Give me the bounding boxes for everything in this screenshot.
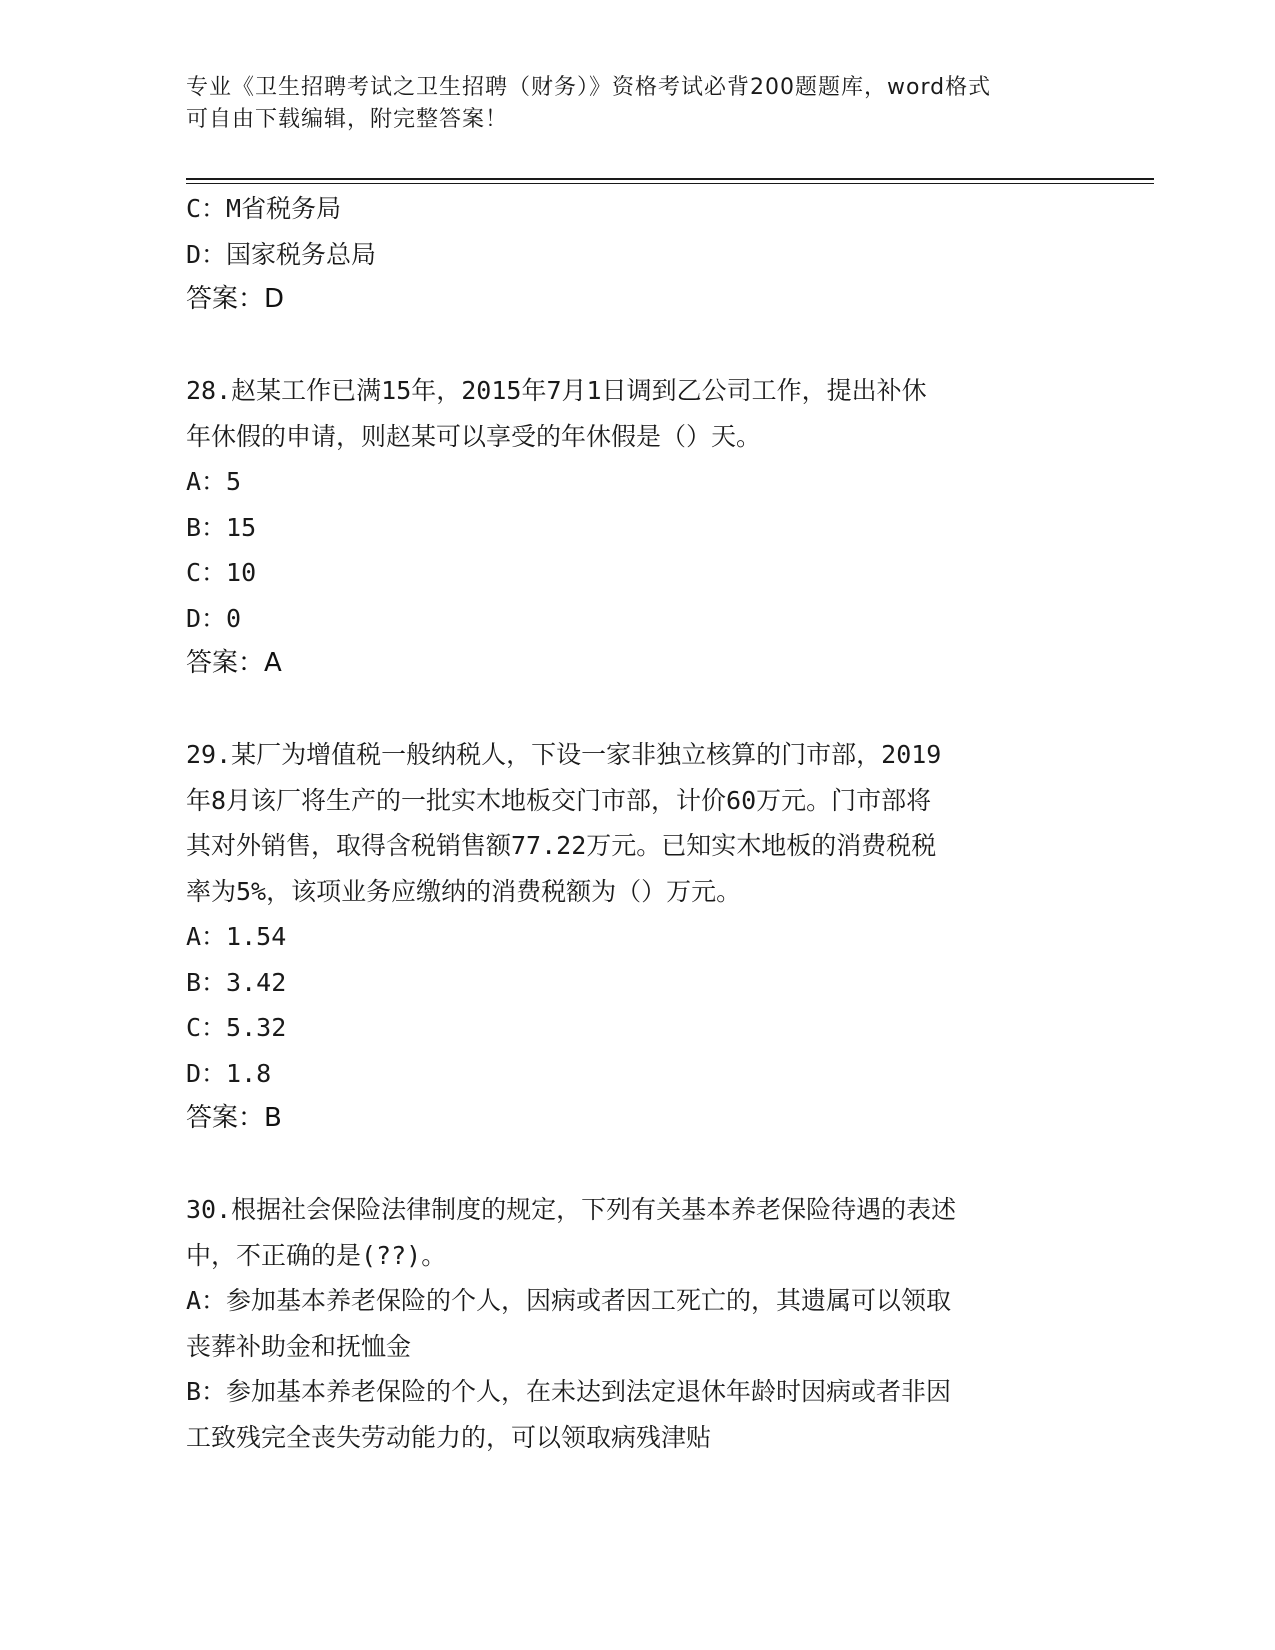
question-stem: 其对外销售，取得含税销售额77.22万元。已知实木地板的消费税税 (186, 831, 937, 860)
question-list (186, 186, 1086, 1460)
option-a: A：1.54 (186, 922, 287, 951)
question-stem: 年休假的申请，则赵某可以享受的年休假是（）天。 (186, 421, 762, 451)
question-stem: 年8月该厂将生产的一批实木地板交门市部，计价60万元。门市部将 (186, 785, 932, 815)
option-b: 工致残完全丧失劳动能力的，可以领取病残津贴 (186, 1422, 712, 1452)
question-stem: 29.某厂为增值税一般纳税人，下设一家非独立核算的门市部，2019 (186, 740, 942, 769)
header-rule-thin (186, 183, 1154, 184)
option-c: C：10 (186, 558, 257, 587)
header-line-1: 专业《卫生招聘考试之卫生招聘（财务）》资格考试必背200题题库，word格式 (186, 75, 992, 100)
question-stem: 率为5%，该项业务应缴纳的消费税额为（）万元。 (186, 876, 742, 906)
question-stem: 中，不正确的是(??)。 (186, 1240, 447, 1270)
question-stem: 28.赵某工作已满15年，2015年7月1日调到乙公司工作，提出补休 (186, 376, 927, 405)
answer: 答案：B (186, 1103, 282, 1133)
option-d: D：1.8 (186, 1058, 272, 1088)
option-c: C：M省税务局 (186, 194, 342, 223)
option-a: 丧葬补助金和抚恤金 (186, 1331, 412, 1361)
question-28 (186, 368, 1086, 687)
answer: 答案：D (186, 284, 285, 314)
option-c: C：5.32 (186, 1013, 287, 1042)
option-b: B：15 (186, 512, 257, 542)
option-a: A：参加基本养老保险的个人，因病或者因工死亡的，其遗属可以领取 (186, 1286, 952, 1315)
spacer (186, 323, 1086, 369)
option-d: D：0 (186, 603, 242, 633)
question-30 (186, 1187, 1086, 1460)
question-27-tail (186, 186, 1086, 323)
page-header (186, 72, 1066, 136)
spacer (186, 687, 1086, 733)
option-b: B：参加基本养老保险的个人，在未达到法定退休年龄时因病或者非因 (186, 1377, 952, 1406)
question-29 (186, 732, 1086, 1142)
option-d: D：国家税务总局 (186, 239, 377, 269)
spacer (186, 1142, 1086, 1188)
option-a: A：5 (186, 467, 242, 496)
question-stem: 30.根据社会保险法律制度的规定，下列有关基本养老保险待遇的表述 (186, 1195, 957, 1224)
header-line-2: 可自由下载编辑，附完整答案！ (186, 107, 509, 132)
option-b: B：3.42 (186, 967, 287, 997)
answer: 答案：A (186, 648, 282, 678)
header-rule-thick (186, 178, 1154, 180)
